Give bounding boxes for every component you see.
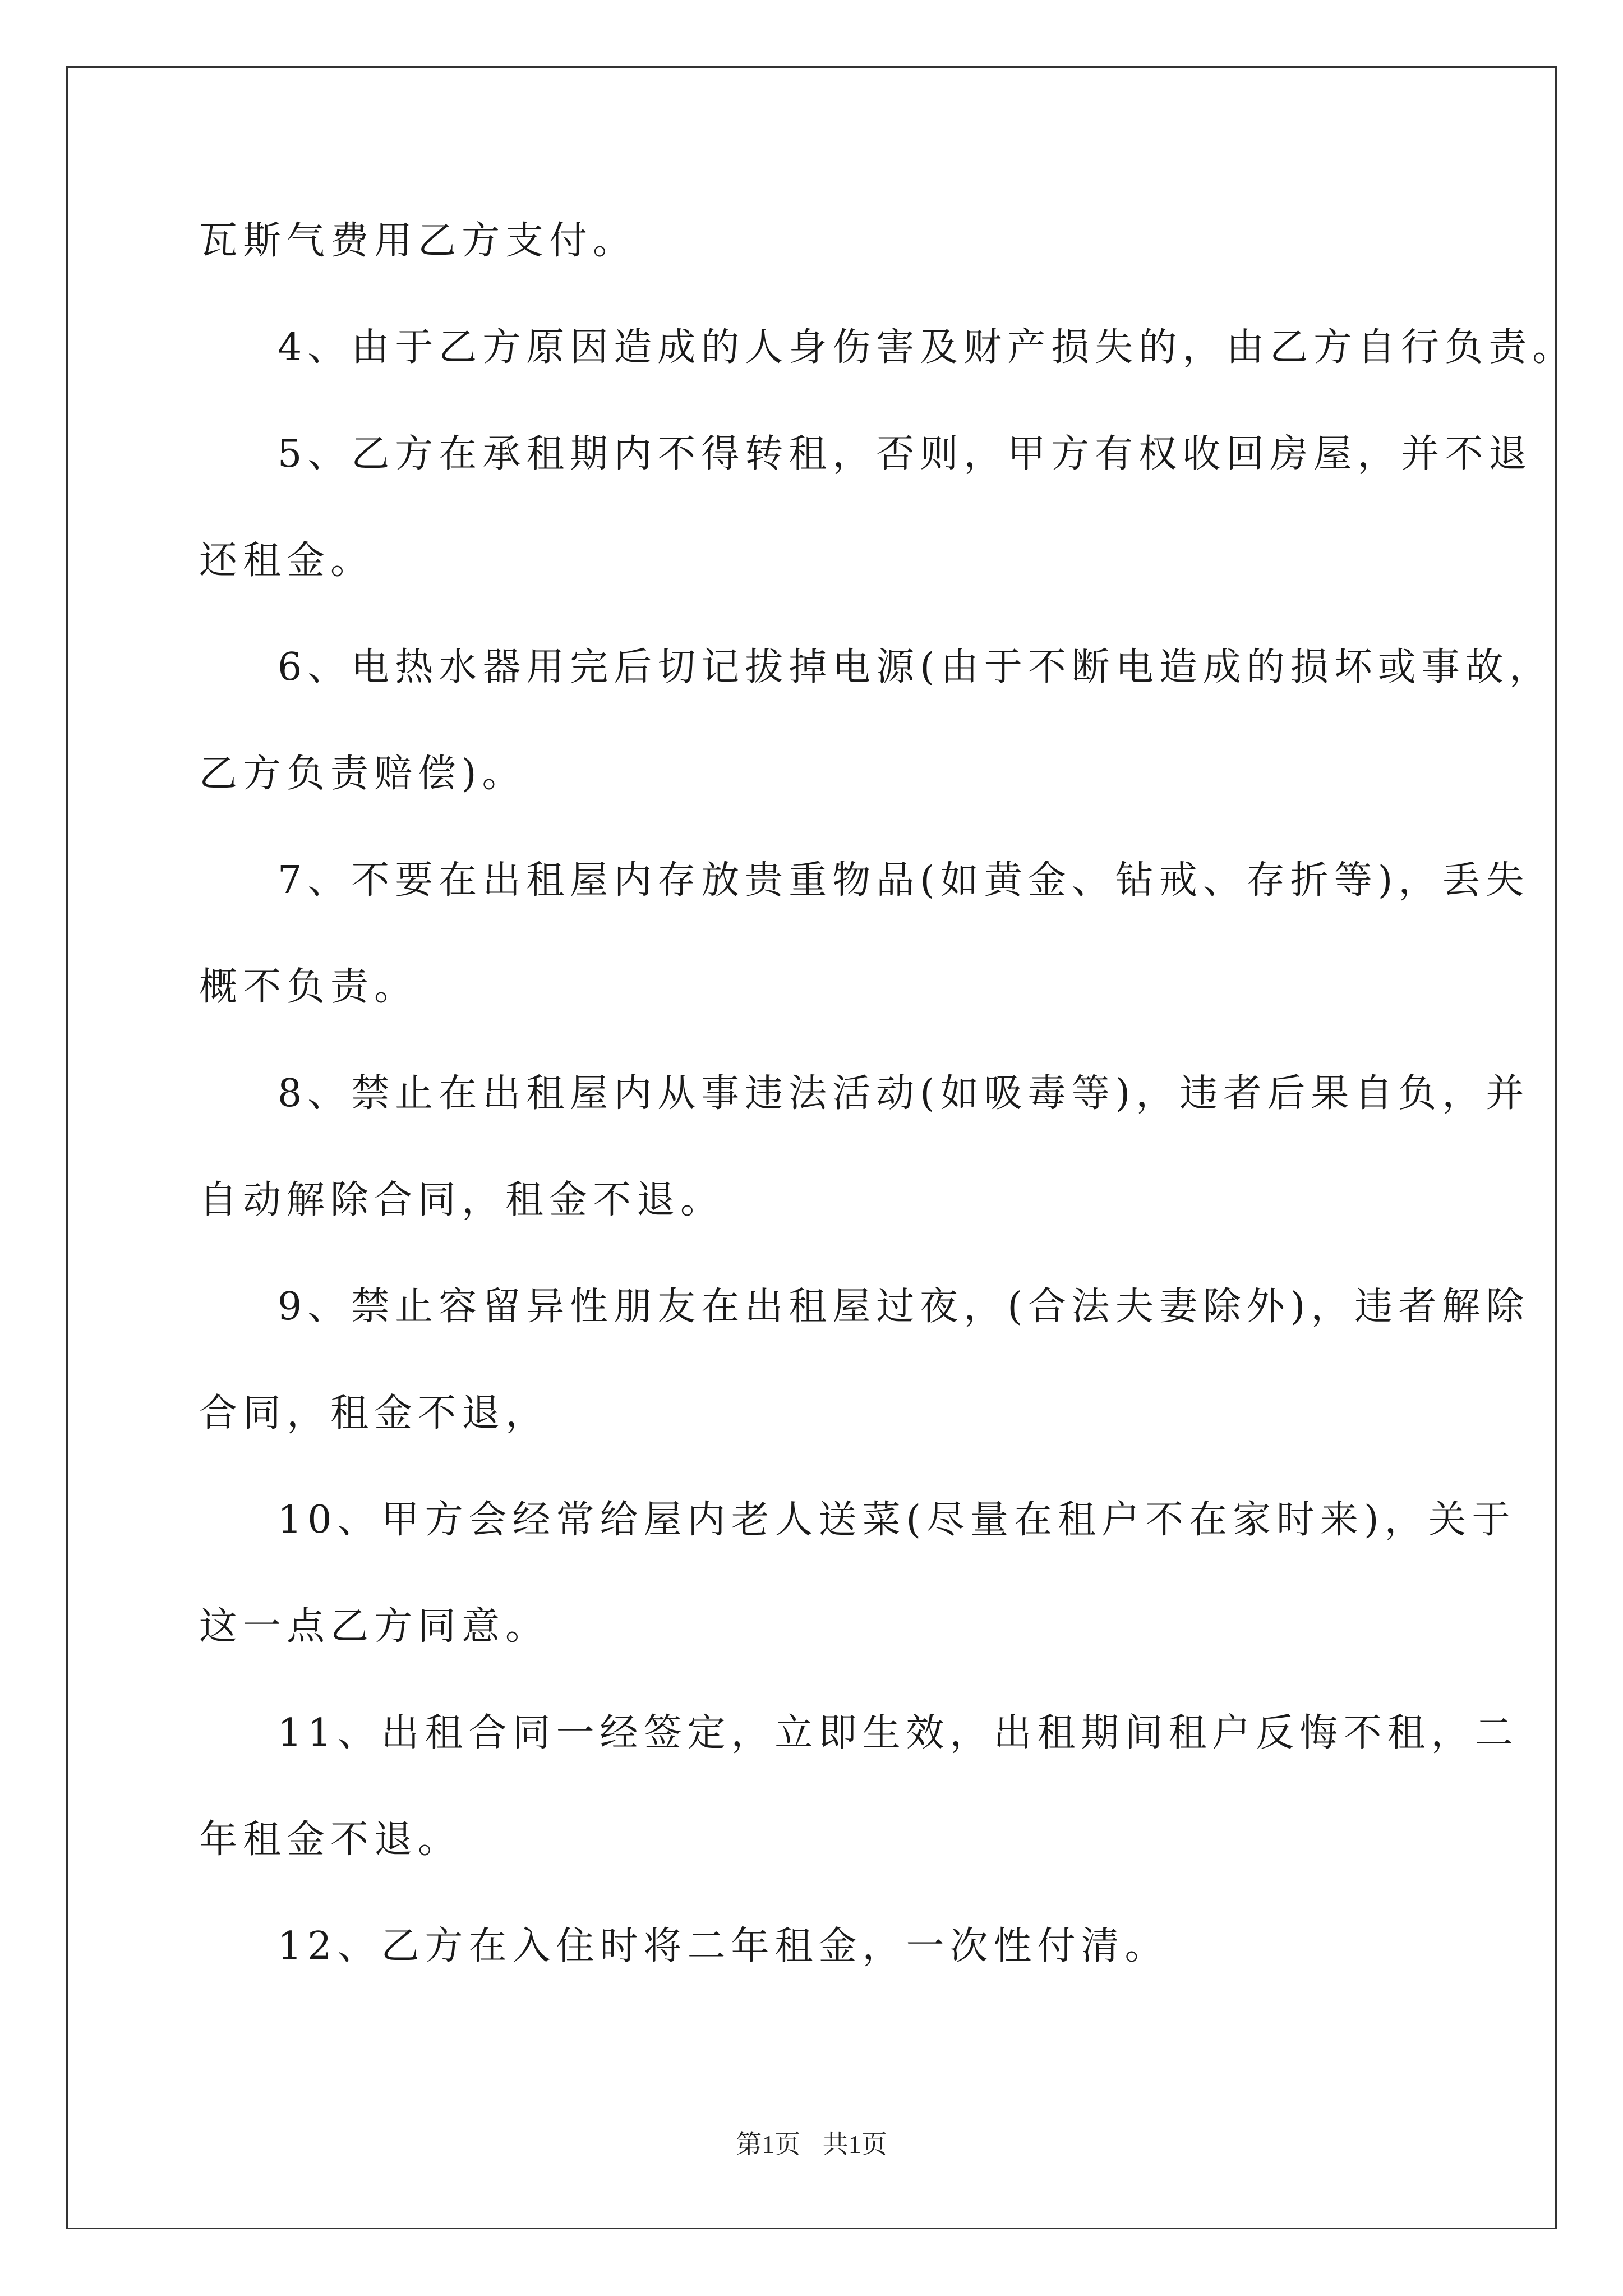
page-number-current: 第1页 (736, 2130, 801, 2159)
text-line: 11、出租合同一经签定，立即生效，出租期间租户反悔不租，二 (278, 1711, 1519, 1755)
text-line: 5、乙方在承租期内不得转租，否则，甲方有权收回房屋，并不退 (278, 432, 1533, 476)
text-line: 9、禁止容留异性朋友在出租屋过夜，(合法夫妻除外)，违者解除 (278, 1285, 1530, 1329)
text-line: 12、乙方在入住时将二年租金，一次性付清。 (278, 1924, 1169, 1968)
text-line: 6、电热水器用完后切记拔掉电源(由于不断电造成的损坏或事故， (278, 645, 1553, 689)
page-footer (0, 2129, 1623, 2160)
text-line: 合同，租金不退， (199, 1391, 550, 1435)
text-line: 瓦斯气费用乙方支付。 (199, 219, 637, 263)
text-line: 还租金。 (199, 539, 375, 583)
text-line: 4、由于乙方原因造成的人身伤害及财产损失的，由乙方自行负责。 (278, 325, 1576, 370)
text-line: 10、甲方会经常给屋内老人送菜(尽量在租户不在家时来)，关于 (278, 1498, 1516, 1542)
text-line: 8、禁止在出租屋内从事违法活动(如吸毒等)，违者后果自负，并 (278, 1071, 1530, 1116)
text-line: 自动解除合同，租金不退。 (199, 1178, 725, 1222)
text-line: 这一点乙方同意。 (199, 1604, 550, 1649)
page-border (66, 66, 1557, 2229)
text-line: 乙方负责赔偿)。 (199, 752, 526, 796)
text-line: 概不负责。 (199, 965, 418, 1009)
text-line: 年租金不退。 (199, 1818, 462, 1862)
text-line: 7、不要在出租屋内存放贵重物品(如黄金、钻戒、存折等)，丢失 (278, 858, 1530, 903)
page-number-total: 共1页 (822, 2130, 887, 2159)
